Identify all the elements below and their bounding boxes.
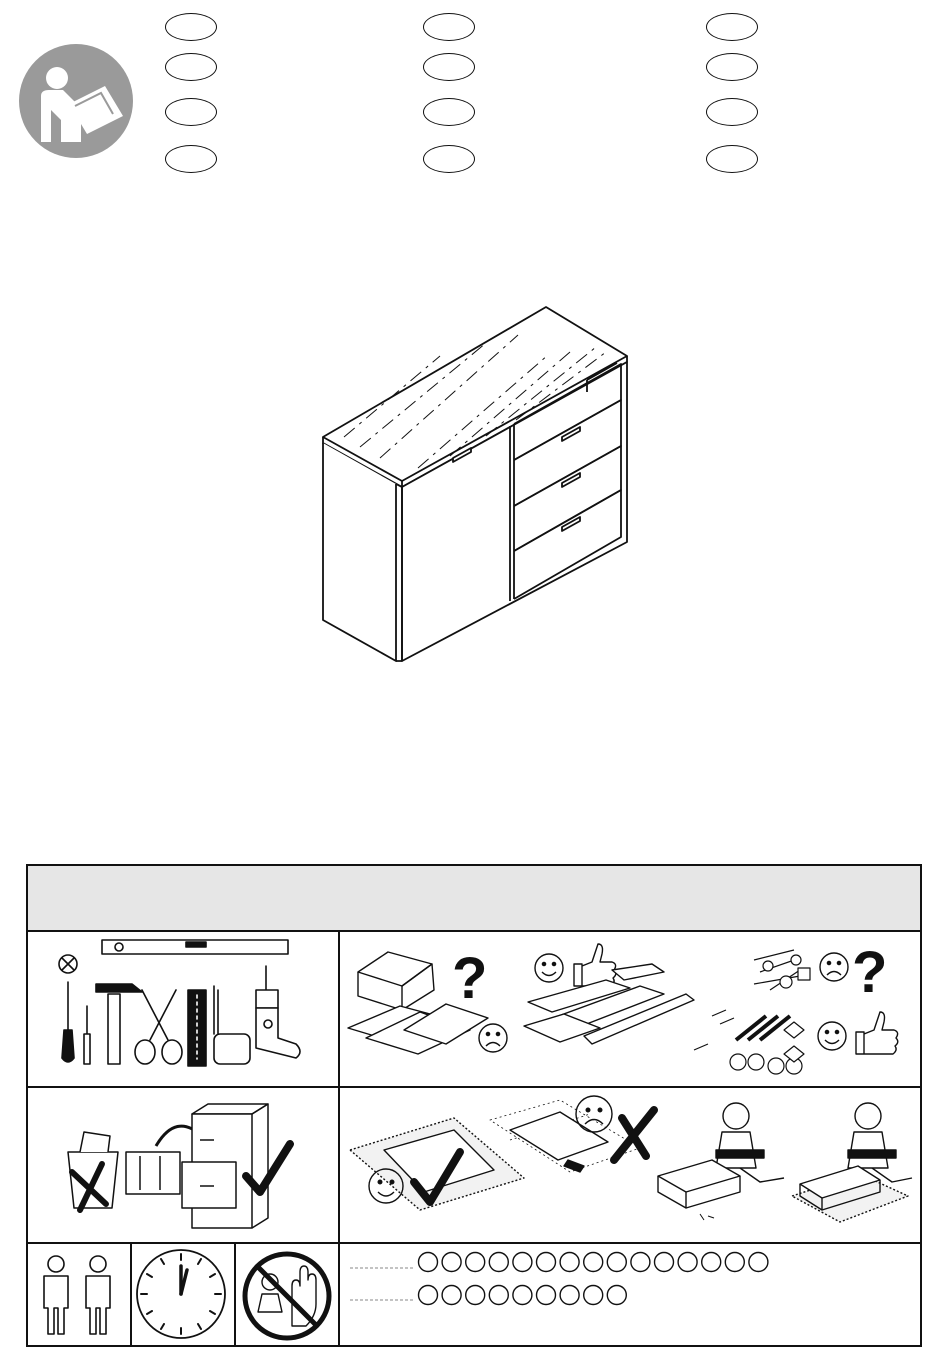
drill-icon	[256, 966, 300, 1058]
time-circle	[466, 1253, 485, 1272]
guide-header-bar	[28, 866, 920, 930]
language-oval	[165, 98, 217, 126]
work-surface-cell	[345, 1092, 915, 1237]
language-oval	[165, 145, 217, 173]
no-nails-icon	[59, 955, 77, 973]
time-circle	[513, 1253, 532, 1272]
cross-mark-icon	[614, 1110, 654, 1160]
time-circle	[678, 1253, 697, 1272]
time-circle	[419, 1286, 438, 1305]
tape-measure-icon	[214, 986, 250, 1064]
language-oval	[706, 98, 758, 126]
time-circle	[537, 1253, 556, 1272]
scissors-icon	[135, 990, 182, 1064]
spirit-level-icon	[102, 940, 288, 954]
language-oval	[165, 53, 217, 81]
clock-cell	[134, 1248, 232, 1344]
time-circles-row-2	[419, 1286, 627, 1305]
instruction-booklet-icon	[126, 1152, 180, 1194]
time-circle	[584, 1286, 603, 1305]
person-icon	[44, 1256, 68, 1334]
language-oval	[706, 145, 758, 173]
time-circle	[655, 1253, 674, 1272]
time-circle	[584, 1253, 603, 1272]
time-estimate-cell	[345, 1248, 915, 1344]
happy-face-icon	[535, 954, 563, 982]
waste-bin-icon	[68, 1132, 118, 1208]
time-circle	[513, 1286, 532, 1305]
time-circle	[631, 1253, 650, 1272]
time-circle	[442, 1253, 461, 1272]
awl-icon	[84, 1006, 90, 1064]
sideboard-illustration	[310, 300, 640, 670]
time-circle	[607, 1286, 626, 1305]
time-circle	[702, 1253, 721, 1272]
language-oval	[423, 13, 475, 41]
sorted-fittings-icon	[694, 1010, 804, 1074]
thumbs-up-icon	[574, 944, 616, 986]
sad-face-icon	[576, 1096, 612, 1132]
sad-face-icon	[479, 1024, 507, 1052]
screwdriver-icon	[62, 982, 74, 1062]
time-circle	[560, 1253, 579, 1272]
time-circles-row-1	[419, 1253, 768, 1272]
language-oval	[706, 53, 758, 81]
language-oval	[423, 98, 475, 126]
thumbs-up-icon	[856, 1012, 898, 1054]
time-circle	[466, 1286, 485, 1305]
mixed-fittings-icon	[754, 950, 810, 990]
time-circle	[537, 1286, 556, 1305]
no-children-cell	[238, 1248, 336, 1344]
sad-face-icon	[820, 953, 848, 981]
filing-cabinet-icon	[182, 1104, 268, 1228]
question-mark-icon: ?	[452, 946, 488, 1011]
sort-parts-cell	[345, 936, 915, 1081]
tools-cell	[40, 936, 330, 1076]
language-oval	[423, 53, 475, 81]
folding-rule-icon	[188, 990, 206, 1066]
question-mark-icon: ?	[852, 940, 888, 1005]
time-circle	[749, 1253, 768, 1272]
time-circle	[419, 1253, 438, 1272]
happy-face-icon	[818, 1022, 846, 1050]
time-circle	[725, 1253, 744, 1272]
two-persons-cell	[30, 1248, 128, 1344]
read-manual-icon	[19, 44, 133, 158]
time-circle	[607, 1253, 626, 1272]
time-circle	[560, 1286, 579, 1305]
person-icon	[86, 1256, 110, 1334]
language-oval	[423, 145, 475, 173]
keep-instructions-cell	[40, 1092, 330, 1237]
time-circle	[489, 1286, 508, 1305]
time-circle	[442, 1286, 461, 1305]
language-oval	[165, 13, 217, 41]
language-oval	[706, 13, 758, 41]
time-circle	[489, 1253, 508, 1272]
